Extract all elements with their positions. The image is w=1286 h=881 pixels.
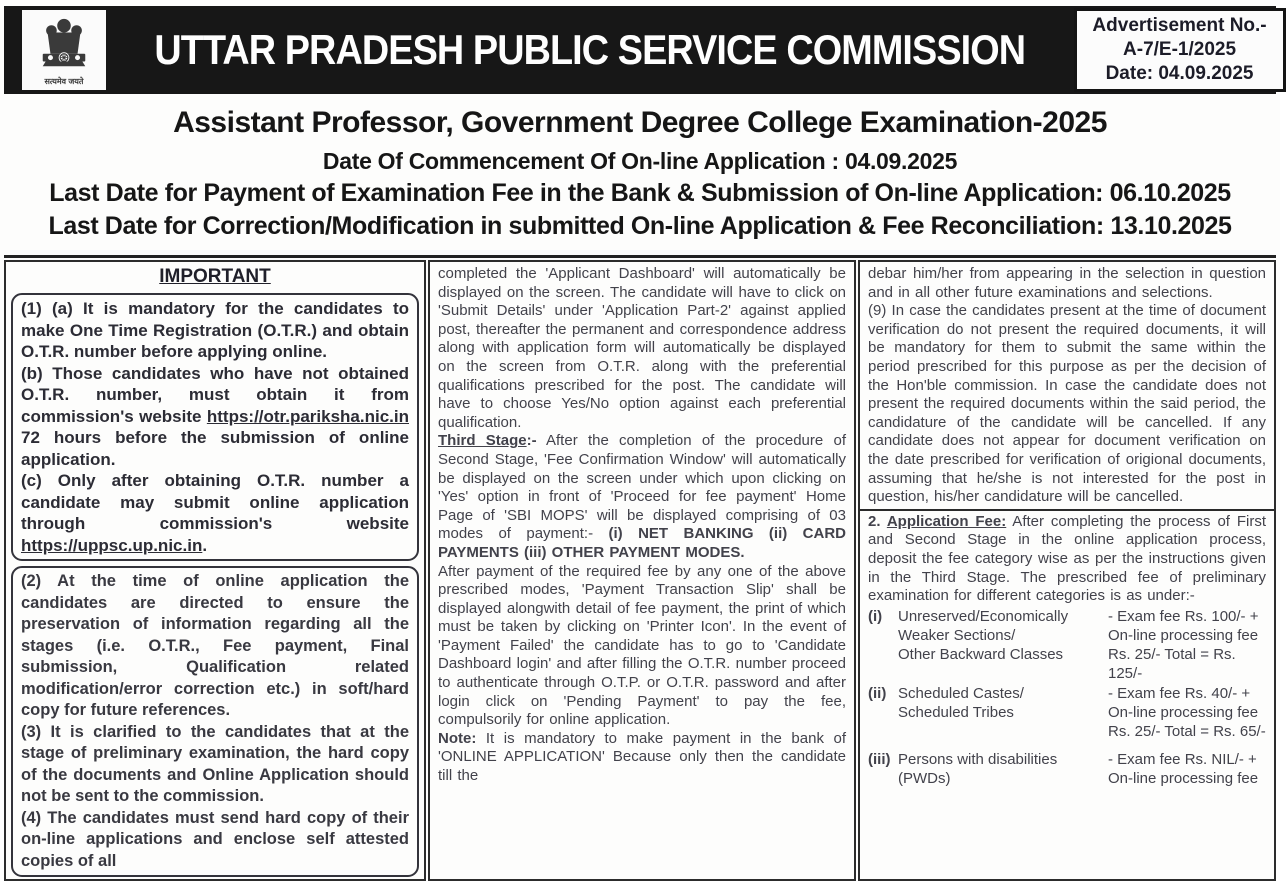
right-column [858,260,1276,881]
general-instructions-box [11,566,419,877]
fee-cat: Persons with disabilities (PWDs) [898,750,1058,787]
left-column [4,260,426,881]
content-columns [4,255,1276,881]
text-segment: After payment of the required fee by any one of the above prescribed modes, 'Payment Transaction Slip' shall be displayed alongwith detail of fee payment, the print of which must be taken by clicking on 'Printer Icon'. In the event of 'Payment Failed' the candidate has to go to 'Candidate Dashboard login' and after filling the O.T.R. number proceed to authenticate through O.T.P. or O.T.R. password and after login click on 'Pending Payment' to pay the fee, compulsorily for online application. [438,562,846,729]
fee-item [868,750,1266,788]
advertisement-number: A-7/E-1/2025 [1123,38,1237,60]
text-segment: (9) In case the candidates present at the time of document verification do not present the required documents, it will be mandatory for them to submit the same within the period prescribed for this purpose as per the decision of the Hon'ble commission. In case the candidate does not present the required documents within the said period, the candidature of the candidate will be cancelled. If any candidate does not appear for document verification on the date prescribed for verification of origional documents, assuming that he/she is not interested for the post in question, his/her candidature will be cancelled. [868,302,1266,506]
text-segment: Note: [438,729,477,747]
text-segment: After completing the process of First and Second Stage in the online application process, deposit the fee category wise as per the instructions given in the Third Stage. The prescribed fee of preliminary examination for different categories is as under:- [868,512,1266,605]
advertisement-date: Date: 04.09.2025 [1105,63,1254,85]
commencement-date-line: Date Of Commencement Of On-line Application : 04.09.2025 [322,148,958,174]
paragraph [21,722,409,808]
fee-item-number: (i) [868,607,883,625]
fee-val: - Exam fee Rs. NIL/- + On-line processing fee [1108,750,1259,787]
fee-item [868,607,1266,683]
notice-header [4,94,1276,249]
link-text: Application Fee: [886,512,1007,530]
text-segment: :- [526,432,537,450]
fee-item [868,684,1266,741]
text-segment: debar him/her from appearing in the selection in question and in all other future examinations and selections. [868,265,1266,301]
fee-item-number: (iii) [868,750,891,768]
fee-val: - Exam fee Rs. 40/- + On-line processing fee Rs. 25/- Total = Rs. 65/- [1108,684,1266,740]
text-segment: (1) (a) It is mandatory for the candidates to make One Time Registration (O.T.R.) and obtain O.T.R. number before applying online. [21,299,409,361]
advertisement-label: Advertisement No.- [1092,14,1267,36]
paragraph [438,265,846,432]
text-segment: (c) Only after obtaining O.T.R. number a candidate may submit online application through commission's website [21,471,409,533]
text-segment: It is mandatory to make payment in the bank of 'ONLINE APPLICATION' Because only then the candidate till the [438,729,846,785]
link-text: https://uppsc.up.nic.in [21,535,203,555]
last-date-correction-line: Last Date for Correction/Modification in submitted On-line Application & Fee Reconciliation: 13.10.2025 [48,212,1232,240]
exam-title: Assistant Professor, Government Degree College Examination-2025 [173,106,1107,139]
text-segment: 2. [868,512,887,530]
paragraph [21,470,409,556]
header-bar [4,6,1276,94]
paragraph [438,563,846,730]
text-segment: (3) It is clarified to the candidates that at the stage of preliminary examination, the hard copy of the documents and Online Application should not be sent to the commission. [21,722,409,805]
paragraph [21,363,409,471]
last-date-payment-line: Last Date for Payment of Examination Fee in the Bank & Submission of On-line Application: 06.10.2025 [49,179,1231,207]
text-segment: (b) Those candidates who have not obtained O.T.R. number, must obtain it from commission's website [21,363,409,426]
text-segment: 72 hours before the submission of online application. [21,428,409,469]
text-segment: (2) At the time of online application the candidates are directed to ensure the preservation of information regarding all the stages (i.e. O.T.R., Fee payment, Final submission, Qualification related modification/error correction etc.) in soft/hard copy for future references. [21,572,409,719]
ashoka-emblem-icon [35,15,93,77]
national-emblem-box [22,10,106,90]
emblem-motto: सत्यमेव जयते [44,76,84,86]
fee-table [868,607,1266,788]
text-segment: completed the 'Applicant Dashboard' will automatically be displayed on the screen. The candidate will have to click on 'Submit Details' under 'Application Part-2' against applied post, thereafter the permanent and correspondence address along with application form will automatically be displayed on the screen from O.T.R. along with the preferential qualifications prescribed for the post. The candidate will have to choose Yes/No option against each preferential qualification. [438,265,846,431]
application-fee-intro [868,513,1266,606]
paragraph [21,298,409,363]
link-text: Third Stage [438,432,527,450]
paragraph [21,571,409,722]
text-segment: After the completion of the procedure of Second Stage, 'Fee Confirmation Window' will automatically be displayed on the screen under which upon clicking on 'Yes' option in front of 'Proceed for fee payment' Home Page of 'SBI MOPS' will be displayed comprising of 03 modes of payment:- [438,432,846,543]
important-heading: IMPORTANT [159,266,271,287]
fee-item-number: (ii) [868,684,887,702]
fee-val: - Exam fee Rs. 100/- + On-line processing fee Rs. 25/- Total = Rs. 125/- [1108,607,1259,682]
middle-column [428,260,856,881]
commission-title: UTTAR PRADESH PUBLIC SERVICE COMMISSION [154,26,1026,73]
section-divider [860,509,1274,511]
link-text: https://otr.pariksha.nic.in [206,406,409,426]
right-column-paragraphs [868,265,1266,507]
otr-instructions-box [11,293,419,561]
fee-cat: Scheduled Castes/ Scheduled Tribes [898,684,1024,721]
text-segment: . [202,535,208,555]
paragraph [868,513,1266,606]
paragraph [21,808,409,873]
text-segment: (i) NET BANKING (ii) CARD PAYMENTS (iii) OTHER PAYMENT MODES. [438,525,846,561]
advertisement-box [1074,8,1286,93]
text-segment: (4) The candidates must send hard copy of their on-line applications and enclose self attested copies of all [21,808,409,870]
paragraph [868,302,1266,507]
paragraph [438,432,846,562]
paragraph [868,265,1266,302]
paragraph [438,730,846,786]
fee-cat: Unreserved/Economically Weaker Sections/ Other Backward Classes [898,607,1069,663]
